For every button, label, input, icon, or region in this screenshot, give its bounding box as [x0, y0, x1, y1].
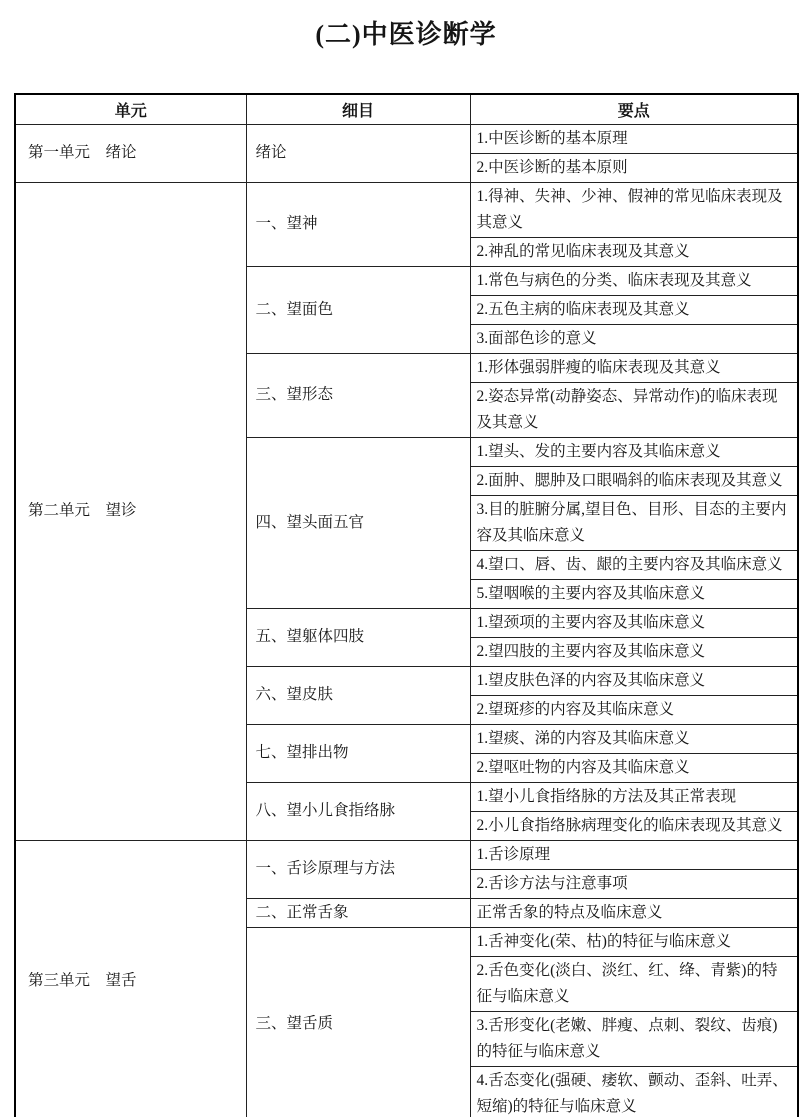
- point-cell: 1.望颈项的主要内容及其临床意义: [470, 608, 798, 637]
- point-cell: 3.目的脏腑分属,望目色、目形、目态的主要内容及其临床意义: [470, 495, 798, 550]
- point-cell: 4.望口、唇、齿、龈的主要内容及其临床意义: [470, 550, 798, 579]
- detail-cell: 六、望皮肤: [246, 666, 470, 724]
- point-cell: 1.望小儿食指络脉的方法及其正常表现: [470, 782, 798, 811]
- detail-cell: 一、望神: [246, 182, 470, 266]
- point-cell: 2.姿态异常(动静姿态、异常动作)的临床表现及其意义: [470, 382, 798, 437]
- point-cell: 3.面部色诊的意义: [470, 324, 798, 353]
- point-cell: 1.望痰、涕的内容及其临床意义: [470, 724, 798, 753]
- point-cell: 2.五色主病的临床表现及其意义: [470, 295, 798, 324]
- detail-cell: 五、望躯体四肢: [246, 608, 470, 666]
- unit-cell: 第一单元 绪论: [15, 124, 246, 182]
- column-header-unit: 单元: [15, 94, 246, 124]
- page-title: (二)中医诊断学: [315, 20, 497, 49]
- point-cell: 2.面肿、腮肿及口眼喎斜的临床表现及其意义: [470, 466, 798, 495]
- point-cell: 2.望斑疹的内容及其临床意义: [470, 695, 798, 724]
- unit-cell: 第二单元 望诊: [15, 182, 246, 840]
- point-cell: 1.形体强弱胖瘦的临床表现及其意义: [470, 353, 798, 382]
- point-cell: 正常舌象的特点及临床意义: [470, 898, 798, 927]
- detail-cell: 二、望面色: [246, 266, 470, 353]
- point-cell: 2.小儿食指络脉病理变化的临床表现及其意义: [470, 811, 798, 840]
- detail-cell: 四、望头面五官: [246, 437, 470, 608]
- table-row: [15, 840, 798, 869]
- column-header-detail: 细目: [246, 94, 470, 124]
- unit-cell: 第三单元 望舌: [15, 840, 246, 1117]
- detail-cell: 二、正常舌象: [246, 898, 470, 927]
- point-cell: 1.舌诊原理: [470, 840, 798, 869]
- point-cell: 3.舌形变化(老嫩、胖瘦、点刺、裂纹、齿痕)的特征与临床意义: [470, 1011, 798, 1066]
- detail-cell: 三、望舌质: [246, 927, 470, 1117]
- point-cell: 2.神乱的常见临床表现及其意义: [470, 237, 798, 266]
- detail-cell: 八、望小儿食指络脉: [246, 782, 470, 840]
- table-row: [15, 182, 798, 237]
- point-cell: 1.常色与病色的分类、临床表现及其意义: [470, 266, 798, 295]
- point-cell: 2.望四肢的主要内容及其临床意义: [470, 637, 798, 666]
- point-cell: 2.望呕吐物的内容及其临床意义: [470, 753, 798, 782]
- point-cell: 1.望皮肤色泽的内容及其临床意义: [470, 666, 798, 695]
- point-cell: 2.中医诊断的基本原则: [470, 153, 798, 182]
- point-cell: 2.舌色变化(淡白、淡红、红、绛、青紫)的特征与临床意义: [470, 956, 798, 1011]
- point-cell: 1.舌神变化(荣、枯)的特征与临床意义: [470, 927, 798, 956]
- header-row: [15, 94, 798, 124]
- detail-cell: 三、望形态: [246, 353, 470, 437]
- detail-cell: 绪论: [246, 124, 470, 182]
- table-row: [15, 124, 798, 153]
- column-header-points: 要点: [470, 94, 798, 124]
- point-cell: 2.舌诊方法与注意事项: [470, 869, 798, 898]
- point-cell: 1.望头、发的主要内容及其临床意义: [470, 437, 798, 466]
- point-cell: 1.得神、失神、少神、假神的常见临床表现及其意义: [470, 182, 798, 237]
- point-cell: 4.舌态变化(强硬、痿软、颤动、歪斜、吐弄、短缩)的特征与临床意义: [470, 1066, 798, 1117]
- point-cell: 5.望咽喉的主要内容及其临床意义: [470, 579, 798, 608]
- point-cell: 1.中医诊断的基本原理: [470, 124, 798, 153]
- detail-cell: 一、舌诊原理与方法: [246, 840, 470, 898]
- syllabus-table: [14, 93, 799, 1117]
- detail-cell: 七、望排出物: [246, 724, 470, 782]
